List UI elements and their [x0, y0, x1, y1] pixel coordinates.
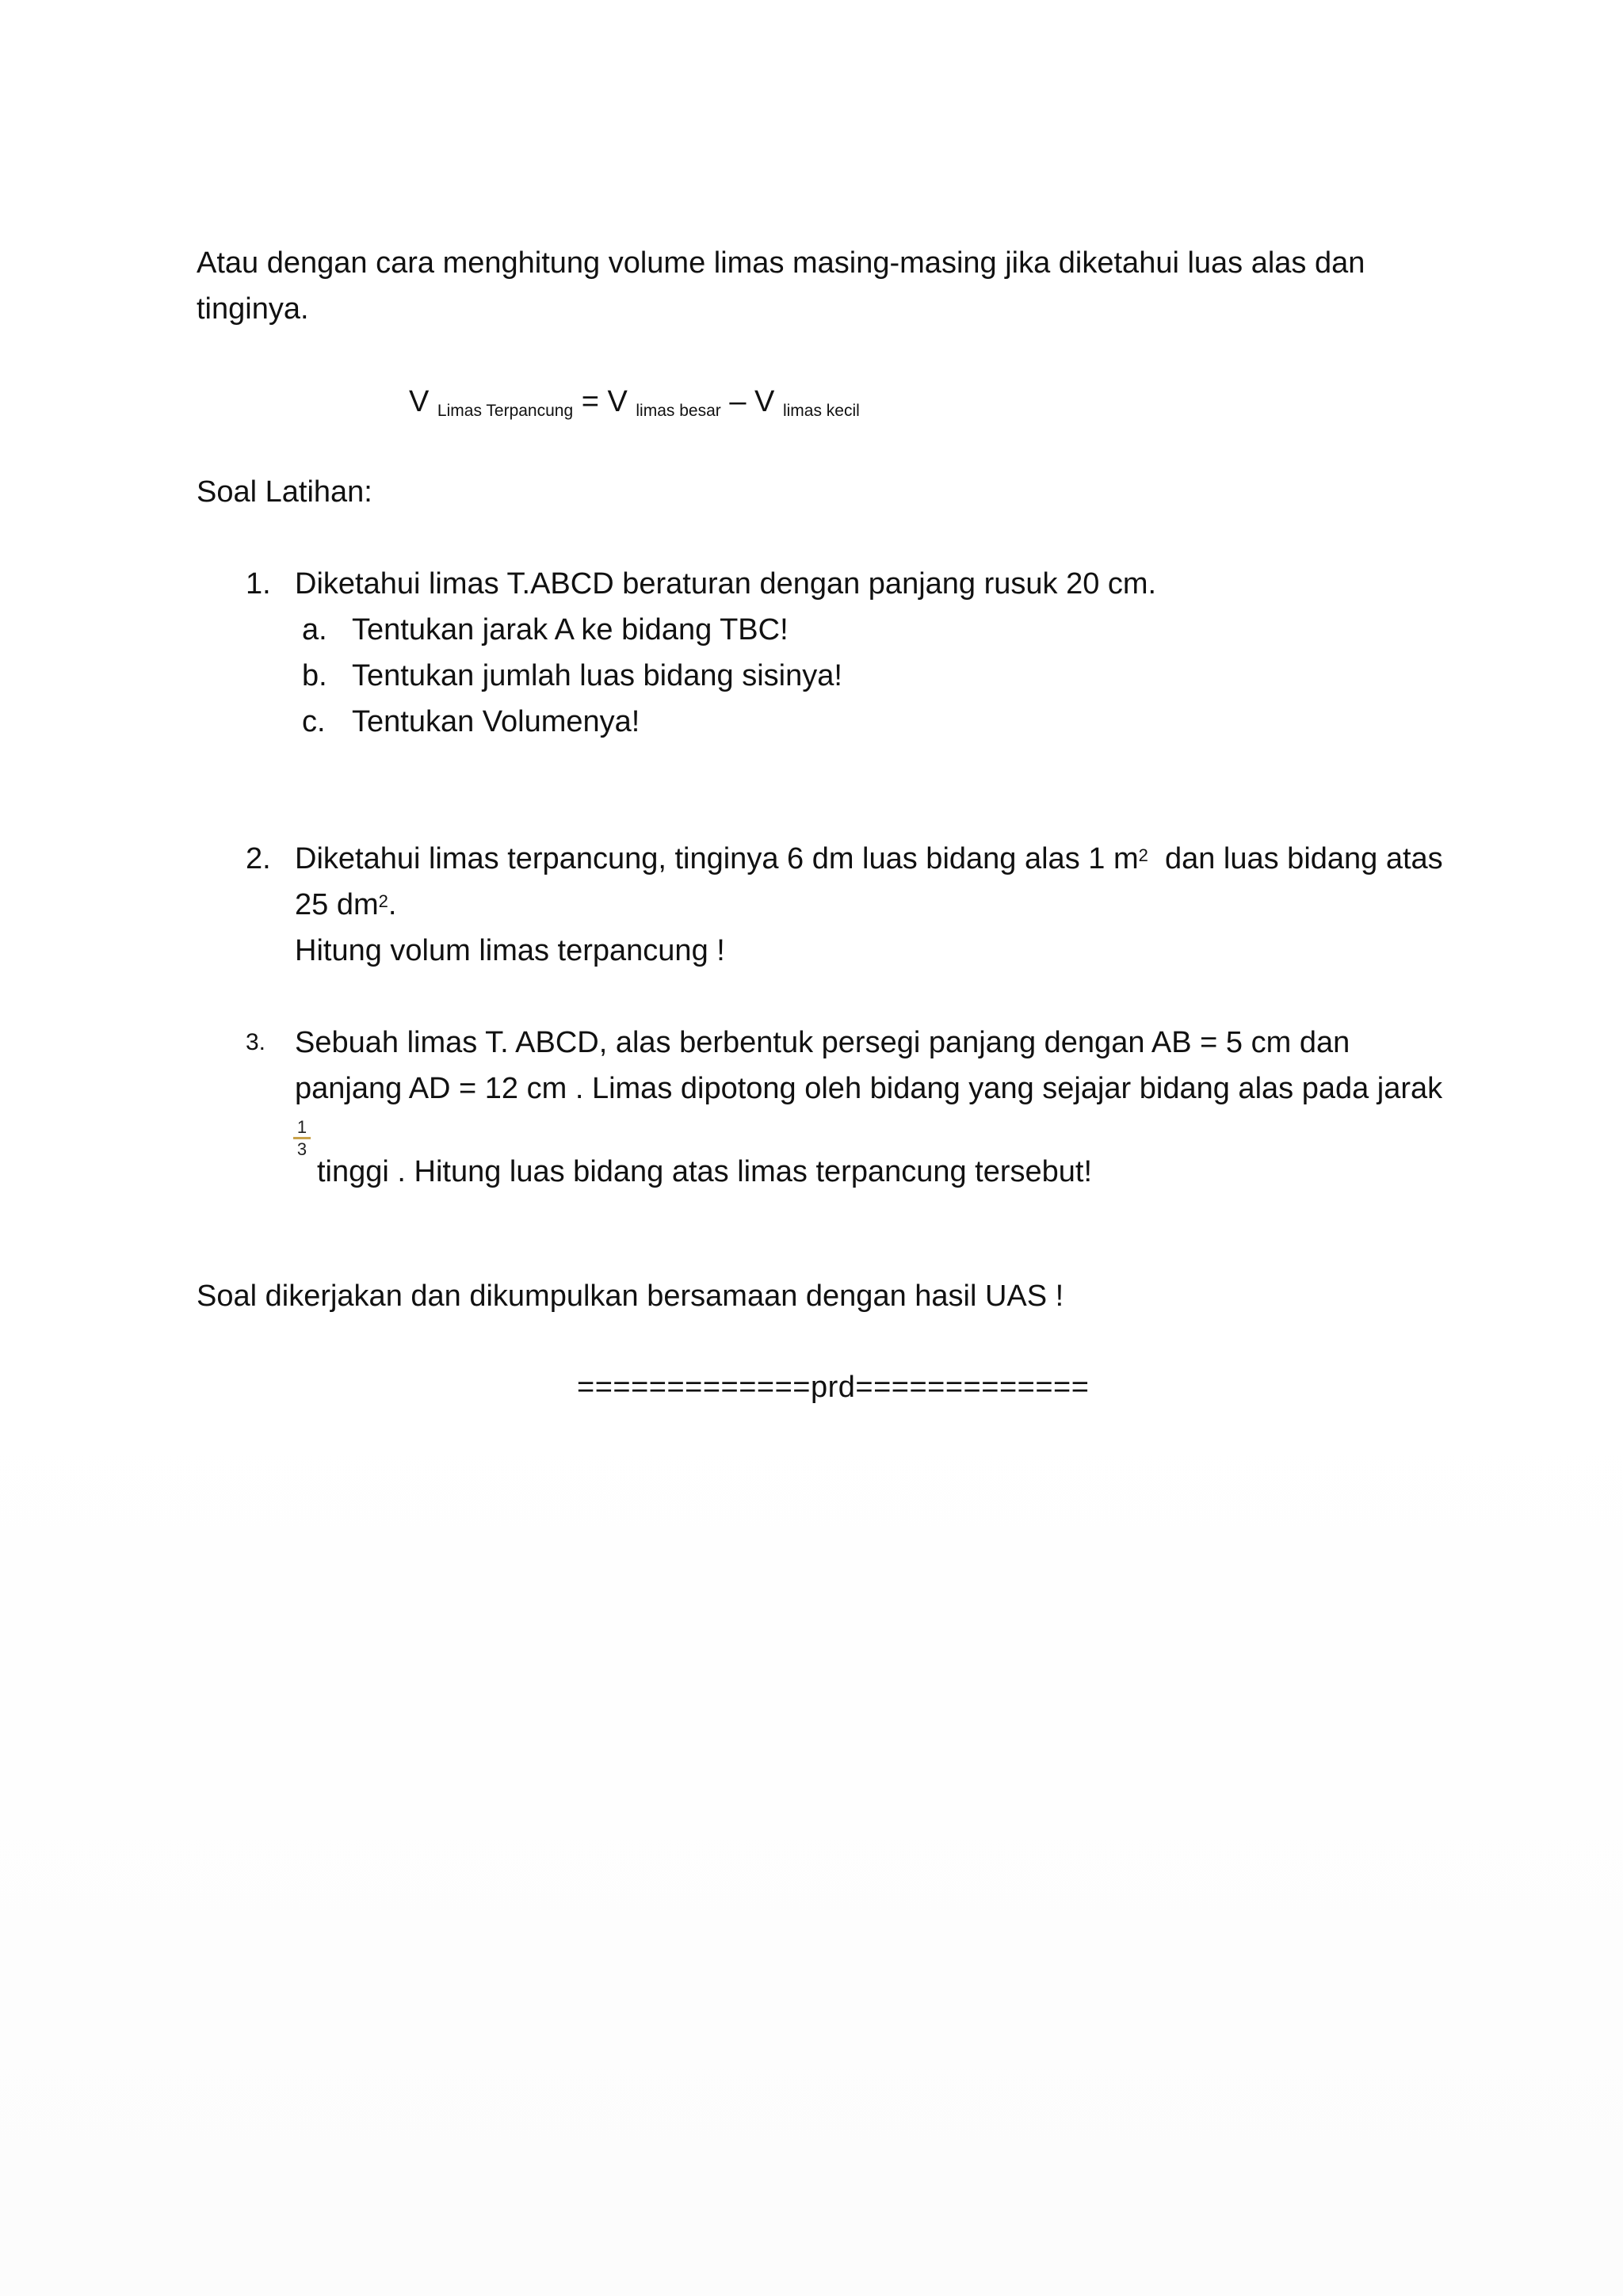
- volume-formula: [409, 379, 860, 429]
- question-2-line-2: [295, 882, 396, 928]
- question-1a-text: Tentukan jarak A ke bidang TBC!: [352, 613, 789, 646]
- question-1c-letter: c.: [302, 705, 326, 738]
- formula-sub-besar: limas besar: [636, 402, 721, 420]
- question-3-line-2: panjang AD = 12 cm . Limas dipotong oleh bidang yang sejajar bidang alas pada jarak: [295, 1072, 1443, 1105]
- formula-minus: – V: [729, 385, 775, 418]
- question-1a-letter: a.: [302, 613, 327, 646]
- fraction-one-third: [293, 1119, 311, 1158]
- formula-sub-kecil: limas kecil: [782, 402, 860, 420]
- closing-note: Soal dikerjakan dan dikumpulkan bersamaan dengan hasil UAS !: [197, 1280, 1064, 1313]
- question-1b-text: Tentukan jumlah luas bidang sisinya!: [352, 659, 842, 692]
- question-1-number: 1.: [246, 567, 271, 601]
- question-2-line-2-end: .: [388, 888, 397, 921]
- superscript-2: 2: [378, 891, 388, 911]
- section-heading: Soal Latihan:: [197, 475, 372, 509]
- question-2-line-1-text: Diketahui limas terpancung, tinginya 6 dm luas bidang alas 1 m: [295, 842, 1139, 875]
- question-1c-text: Tentukan Volumenya!: [352, 705, 640, 738]
- question-1b-letter: b.: [302, 659, 327, 692]
- fraction-numerator: 1: [296, 1117, 307, 1137]
- formula-sub-terpancung: Limas Terpancung: [437, 402, 574, 420]
- formula-equals: = V: [581, 385, 628, 418]
- end-divider: =============prd=============: [577, 1371, 1090, 1404]
- question-3-number: 3.: [246, 1029, 266, 1055]
- question-1-text: Diketahui limas T.ABCD beraturan dengan panjang rusuk 20 cm.: [295, 567, 1157, 601]
- question-2-number: 2.: [246, 842, 271, 875]
- intro-paragraph: Atau dengan cara menghitung volume limas masing-masing jika diketahui luas alas dan tinginya.: [197, 246, 1365, 326]
- fraction-denominator: 3: [296, 1139, 307, 1159]
- superscript-2: 2: [1138, 845, 1148, 865]
- question-2-line-1: [295, 836, 1443, 882]
- question-3-line-1: Sebuah limas T. ABCD, alas berbentuk persegi panjang dengan AB = 5 cm dan: [295, 1026, 1350, 1059]
- question-2-line-3: Hitung volum limas terpancung !: [295, 934, 725, 967]
- question-2-line-2-text: 25 dm: [295, 888, 379, 921]
- formula-v: V: [409, 385, 430, 418]
- question-3-line-3: tinggi . Hitung luas bidang atas limas terpancung tersebut!: [317, 1155, 1093, 1188]
- question-2-line-1-end: dan luas bidang atas: [1148, 842, 1443, 875]
